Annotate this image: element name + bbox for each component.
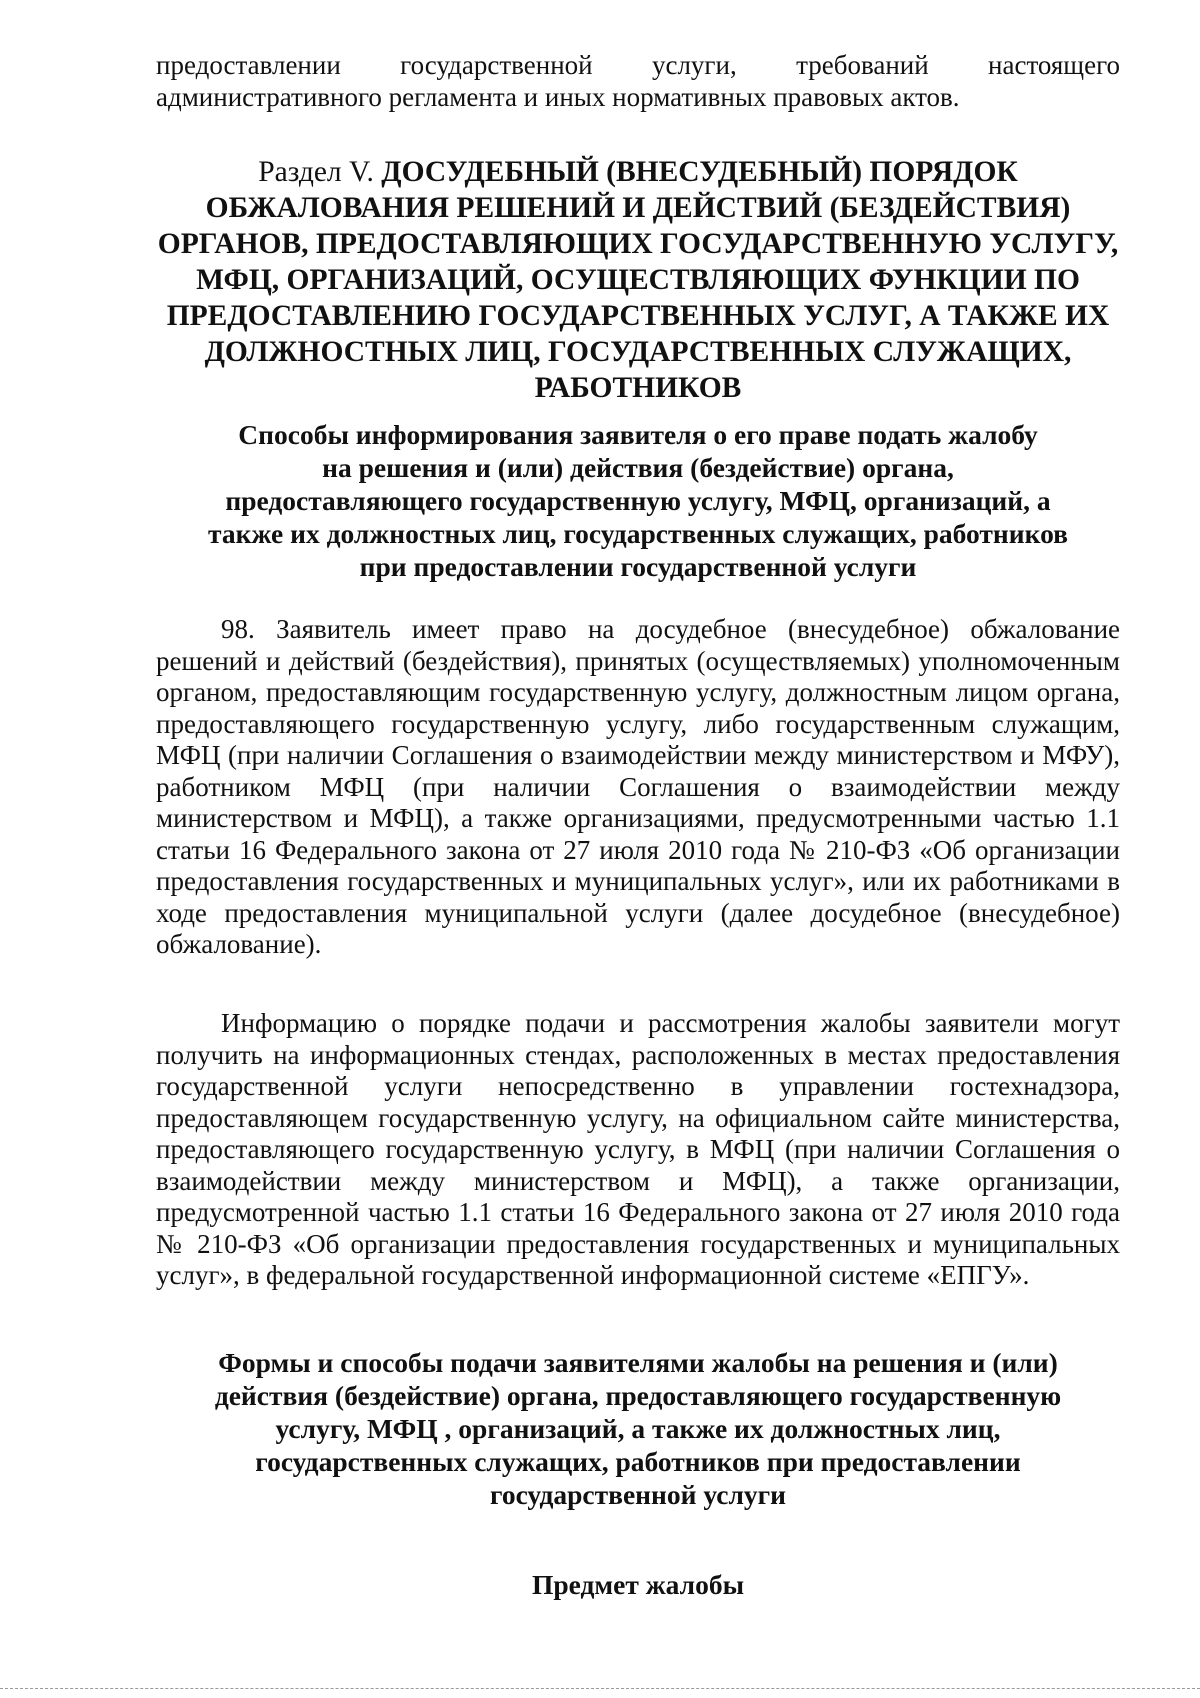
section-title — [156, 154, 1120, 406]
section-title-line-1 — [156, 154, 1120, 190]
continuation-paragraph: предоставлении государственной услуги, требований настоящего административного регламента и иных нормативных правовых актов. — [156, 50, 1120, 112]
section-title-line-5: ПРЕДОСТАВЛЕНИЮ ГОСУДАРСТВЕННЫХ УСЛУГ, А ТАКЖЕ ИХ — [166, 300, 1110, 332]
informing-heading — [156, 418, 1120, 583]
forms-heading-line-4: государственных служащих, работников при предоставлении — [255, 1446, 1021, 1477]
section-title-line-2: ОБЖАЛОВАНИЯ РЕШЕНИЙ И ДЕЙСТВИЙ (БЕЗДЕЙСТВИЯ) — [205, 192, 1071, 224]
forms-heading — [156, 1346, 1120, 1511]
subject-heading: Предмет жалобы — [531, 1569, 745, 1600]
forms-heading-line-2: действия (бездействие) органа, предоставляющего государственную — [214, 1380, 1062, 1411]
forms-heading-line-5: государственной услуги — [490, 1479, 786, 1510]
paragraph-98-text: Заявитель имеет право на досудебное (внесудебное) обжалование решений и действий (бездействия), принятых (осуществляемых) уполномоченным органом, предоставляющим государственную услугу, должностным лицом органа, предоставляющего государственную услугу, либо государственным служащим, МФЦ (при наличии Соглашения о взаимодействии между министерством и МФУ), работником МФЦ (при наличии Соглашения о взаимодействии между министерством и МФЦ), а также организациями, предусмотренными частью 1.1 статьи 16 Федерального закона от 27 июля 2010 года № 210-ФЗ «Об организации предоставления государственных и муниципальных услуг», или их работниками в ходе предоставления муниципальной услуги (далее досудебное (внесудебное) обжалование). — [156, 614, 1121, 959]
complaint-info-paragraph: Информацию о порядке подачи и рассмотрения жалобы заявители могут получить на информационных стендах, расположенных в местах предоставления государственной услуги непосредственно в управлении гостехнадзора, предоставляющем государственную услугу, на официальном сайте министерства, предоставляющего государственную услугу, в МФЦ (при наличии Соглашения о взаимодействии между министерством и МФЦ), а также организации, предусмотренной частью 1.1 статьи 16 Федерального закона от 27 июля 2010 года № 210-ФЗ «Об организации предоставления государственных и муниципальных услуг», в федеральной государственной информационной системе «ЕПГУ». — [156, 1008, 1120, 1290]
section-title-line-1-text: ДОСУДЕБНЫЙ (ВНЕСУДЕБНЫЙ) ПОРЯДОК — [381, 156, 1018, 188]
paragraph-number: 98. — [221, 614, 255, 644]
informing-heading-line-5: при предоставлении государственной услуги — [359, 551, 917, 582]
section-title-line-7: РАБОТНИКОВ — [534, 372, 742, 404]
section-title-line-4: МФЦ, ОРГАНИЗАЦИЙ, ОСУЩЕСТВЛЯЮЩИХ ФУНКЦИИ ПО — [196, 264, 1080, 296]
forms-heading-line-3: услугу, МФЦ , организаций, а также их должностных лиц, — [275, 1413, 1001, 1444]
forms-heading-line-1: Формы и способы подачи заявителями жалобы на решения и (или) — [218, 1347, 1058, 1378]
informing-heading-line-2: на решения и (или) действия (бездействие) органа, — [322, 452, 954, 483]
informing-heading-line-3: предоставляющего государственную услугу, МФЦ, организаций, а — [225, 485, 1051, 516]
informing-heading-line-4: также их должностных лиц, государственных служащих, работников — [208, 518, 1068, 549]
informing-heading-line-1: Способы информирования заявителя о его праве подать жалобу — [238, 419, 1038, 450]
scan-edge-divider — [0, 1688, 1200, 1689]
paragraph-98 — [156, 614, 1120, 961]
section-title-line-3: ОРГАНОВ, ПРЕДОСТАВЛЯЮЩИХ ГОСУДАРСТВЕННУЮ УСЛУГУ, — [157, 228, 1119, 260]
section-title-prefix: Раздел V. — [258, 156, 374, 188]
section-title-line-6: ДОЛЖНОСТНЫХ ЛИЦ, ГОСУДАРСТВЕННЫХ СЛУЖАЩИХ, — [204, 336, 1072, 368]
